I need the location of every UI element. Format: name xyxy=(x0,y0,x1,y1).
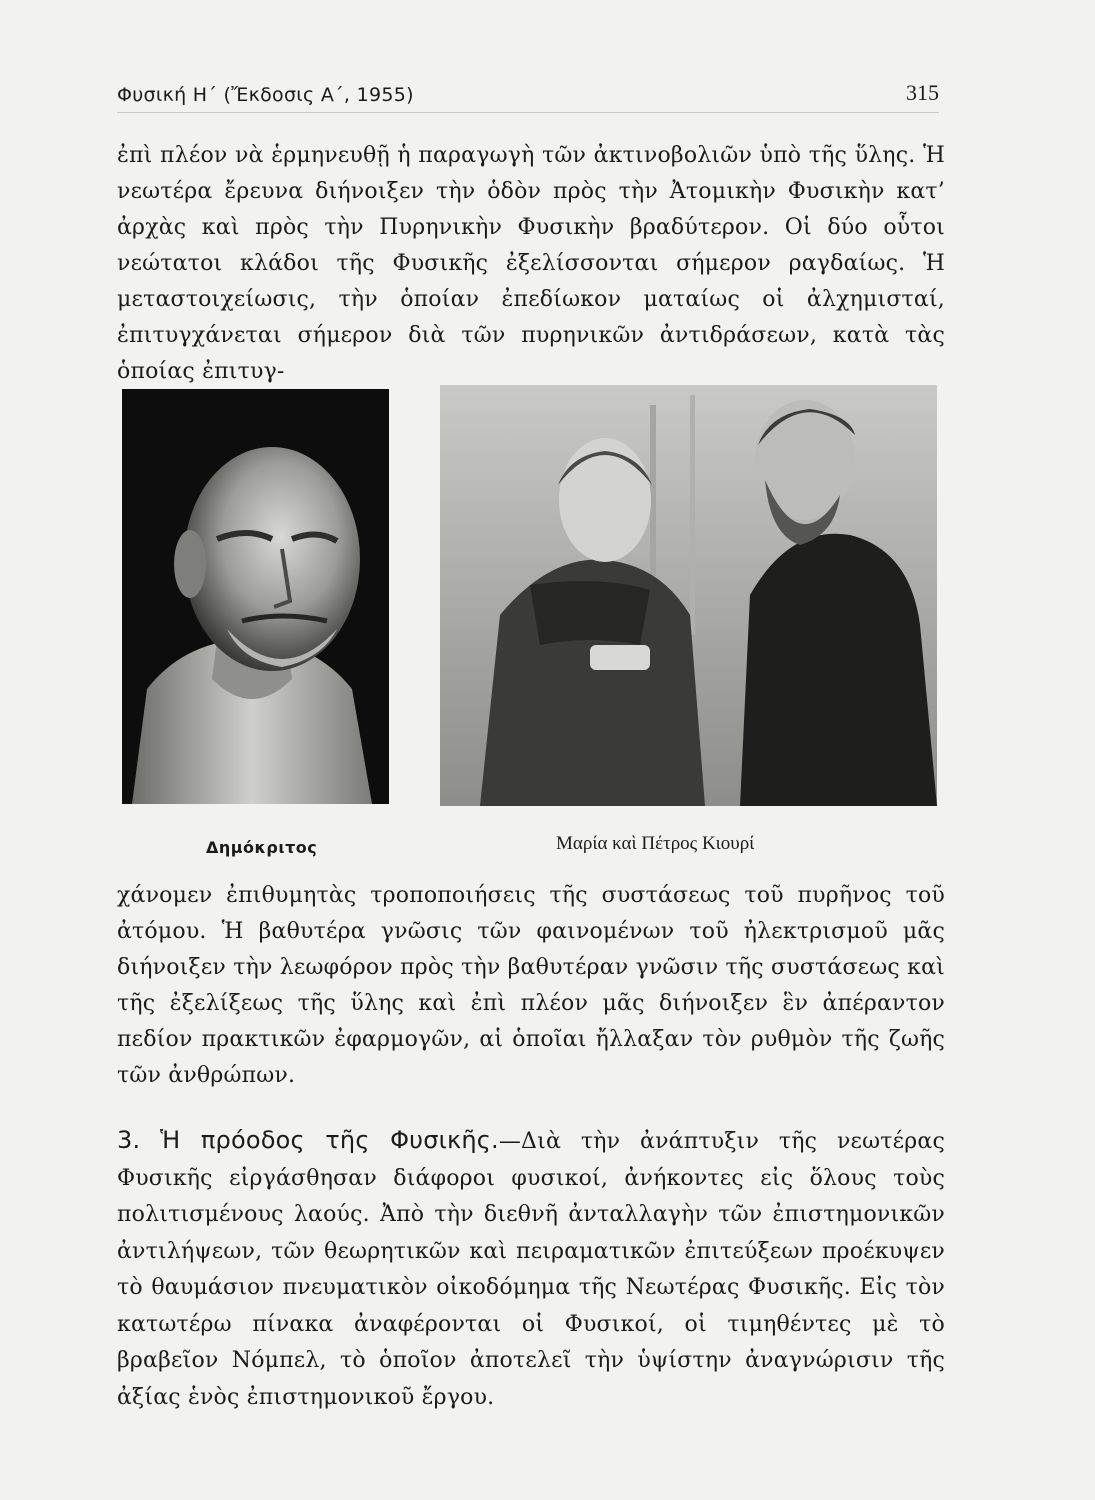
section-3 xyxy=(117,1122,945,1416)
curie-couple-illustration xyxy=(440,385,937,806)
democritus-bust-illustration xyxy=(122,389,389,804)
running-header xyxy=(117,80,939,113)
section-title: Ἡ πρόοδος τῆς Φυσικῆς. xyxy=(160,1126,499,1154)
curie-caption: Μαρία καὶ Πέτρος Κιουρί xyxy=(556,833,755,854)
democritus-photo xyxy=(122,389,389,804)
running-title: Φυσική Η΄ (Ἔκδοσις Α΄, 1955) xyxy=(117,84,414,106)
section-number: 3. xyxy=(117,1126,141,1154)
body-paragraph-1: ἐπὶ πλέον νὰ ἑρμηνευθῇ ἡ παραγωγὴ τῶν ἀκτινοβολιῶν ὑπὸ τῆς ὕλης. Ἡ νεωτέρα ἔρευνα διήνοιξεν τὴν ὁδὸν πρὸς τὴν Ἀτομικὴν Φυσικὴν κατ’ ἀρχὰς καὶ πρὸς τὴν Πυρηνικὴν Φυσικὴν βραδύτερον. Οἱ δύο οὗτοι νεώτατοι κλάδοι τῆς Φυσικῆς ἐξελίσσονται σήμερον ραγδαίως. Ἡ μεταστοιχείωσις, τὴν ὁποίαν ἐπεδίωκον ματαίως οἱ ἀλχημισταί, ἐπιτυγχάνεται σήμερον διὰ τῶν πυρηνικῶν ἀντιδράσεων, κατὰ τὰς ὁποίας ἐπιτυγ- xyxy=(117,143,945,384)
curie-photo xyxy=(440,385,937,806)
section-text: —Διὰ τὴν ἀνάπτυξιν τῆς νεωτέρας Φυσικῆς εἰργάσθησαν διάφοροι φυσικοί, ἀνήκοντες εἰς ὅλους τοὺς πολιτισμένους λαούς. Ἀπὸ τὴν διεθνῆ ἀνταλλαγὴν τῶν ἐπιστημονικῶν ἀντιλήψεων, τῶν θεωρητικῶν καὶ πειραματικῶν ἐπιτεύξεων προέκυψεν τὸ θαυμάσιον πνευματικὸν οἰκοδόμημα τῆς Νεωτέρας Φυσικῆς. Εἰς τὸν κατωτέρω πίνακα ἀναφέρονται οἱ Φυσικοί, οἱ τιμηθέντες μὲ τὸ βραβεῖον Νόμπελ, τὸ ὁποῖον ἀποτελεῖ τὴν ὑψίστην ἀναγνώρισιν τῆς ἀξίας ἑνὸς ἐπιστημονικοῦ ἔργου. xyxy=(117,1129,945,1410)
democritus-caption: Δημόκριτος xyxy=(206,838,318,857)
body-paragraph-2: χάνομεν ἐπιθυμητὰς τροποποιήσεις τῆς συστάσεως τοῦ πυρῆνος τοῦ ἀτόμου. Ἡ βαθυτέρα γνῶσις τῶν φαινομένων τοῦ ἠλεκτρισμοῦ μᾶς διήνοιξεν τὴν λεωφόρον πρὸς τὴν βαθυτέραν γνῶσιν τῆς συστάσεως καὶ τῆς ἐξελίξεως τῆς ὕλης καὶ ἐπὶ πλέον μᾶς διήνοιξεν ἓν ἀπέραντον πεδίον πρακτικῶν ἐφαρμογῶν, αἱ ὁποῖαι ἤλλαξαν τὸν ρυθμὸν τῆς ζωῆς τῶν ἀνθρώπων. xyxy=(117,883,945,1088)
page-number: 315 xyxy=(906,80,939,105)
